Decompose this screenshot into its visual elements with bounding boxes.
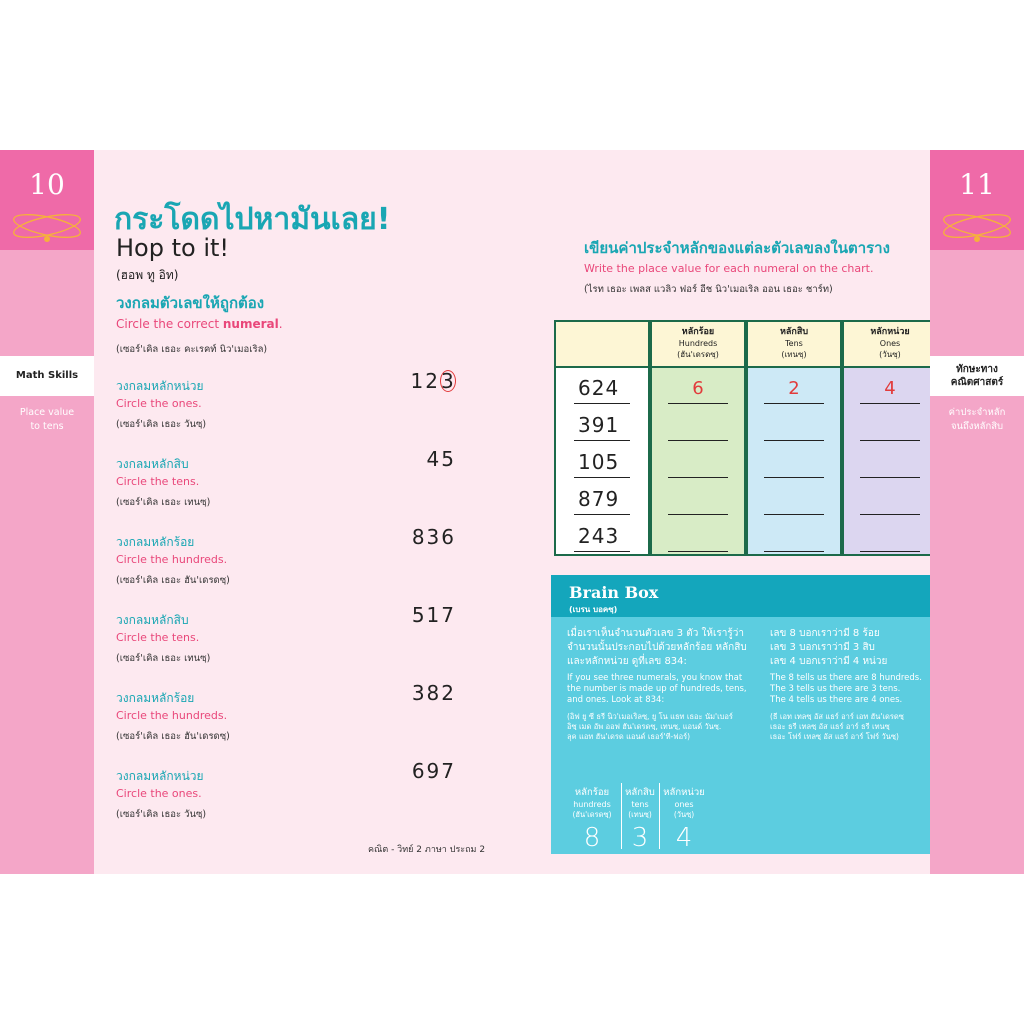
answer-blank[interactable] <box>668 477 728 478</box>
topic-label: ค่าประจำหลัก จนถึงหลักสิบ <box>948 407 1006 432</box>
atom-orbit-icon <box>10 206 84 246</box>
answer-blank[interactable] <box>860 403 920 404</box>
header-tens: หลักสิบ Tens (เทนซฺ) <box>746 320 842 368</box>
exercise-number[interactable]: 45 <box>426 447 456 471</box>
number-underline <box>574 440 630 441</box>
answer-digit: 6 <box>692 378 704 399</box>
left-page <box>94 150 512 874</box>
answer-blank[interactable] <box>668 403 728 404</box>
chart-corner-cell <box>554 320 650 368</box>
instruction-english: Write the place value for each numeral on the chart. <box>584 262 874 275</box>
page-number-band <box>930 150 1024 250</box>
answer-blank[interactable] <box>860 477 920 478</box>
right-page <box>512 150 930 874</box>
circled-digit: 3 <box>441 369 456 393</box>
chart-number: 624 <box>578 376 620 400</box>
answer-blank[interactable] <box>668 440 728 441</box>
right-side-strip <box>930 150 1024 874</box>
page-title-thai: กระโดดไปหามันเลย! <box>114 202 391 237</box>
brain-box-pronunciation: (เบรน บอคซฺ) <box>569 605 618 614</box>
answer-digit: 2 <box>788 378 800 399</box>
brain-box-title: Brain Box <box>569 583 659 602</box>
instruction-english: Circle the correct numeral. <box>116 317 283 331</box>
instruction-thai: วงกลมตัวเลขให้ถูกต้อง <box>116 294 265 312</box>
page-title-english: Hop to it! <box>116 234 230 262</box>
page-footer: คณิต - วิทย์ 2 ภาษา ประถม 2 <box>368 845 486 855</box>
page-title-pronunciation: (ฮอพ ทู อิท) <box>116 268 179 282</box>
place-value-tens: หลักสิบ tens (เทนซฺ) 3 <box>623 785 657 853</box>
atom-orbit-icon <box>940 206 1014 246</box>
exercise-item: วงกลมหลักร้อย Circle the hundreds. (เซอร์'เคิล เธอะ ฮัน'เดรดซฺ) 836 <box>116 525 456 586</box>
number-underline <box>574 403 630 404</box>
exercise-number[interactable]: 382 <box>411 681 456 705</box>
brain-box-header <box>551 575 930 617</box>
page-number-band <box>0 150 94 250</box>
skill-band: ทักษะทาง คณิตศาสตร์ <box>930 356 1024 396</box>
answer-digit: 4 <box>884 378 896 399</box>
divider <box>621 783 622 849</box>
place-value-hundreds: หลักร้อย hundreds (ฮัน'เดรดซฺ) 8 <box>565 785 619 853</box>
exercise-item: วงกลมหลักสิบ Circle the tens. (เซอร์'เคิล เธอะ เทนซฺ) 45 <box>116 447 456 508</box>
answer-blank[interactable] <box>668 551 728 552</box>
answer-blank[interactable] <box>764 403 824 404</box>
answer-blank[interactable] <box>860 514 920 515</box>
answer-blank[interactable] <box>764 477 824 478</box>
answer-blank[interactable] <box>764 551 824 552</box>
chart-number: 879 <box>578 487 620 511</box>
exercise-number[interactable]: 123 <box>410 369 456 393</box>
answer-blank[interactable] <box>764 440 824 441</box>
number-underline <box>574 477 630 478</box>
number-underline <box>574 551 630 552</box>
instruction-thai: เขียนค่าประจำหลักของแต่ละตัวเลขลงในตาราง <box>584 239 890 257</box>
answer-blank[interactable] <box>860 551 920 552</box>
chart-number: 391 <box>578 413 620 437</box>
place-value-ones: หลักหน่วย ones (วันซฺ) 4 <box>661 785 707 853</box>
exercise-number[interactable]: 836 <box>411 525 456 549</box>
brain-box-left-column: เมื่อเราเห็นจำนวนตัวเลข 3 ตัว ให้เรารู้ว่า จำนวนนั้นประกอบไปด้วยหลักร้อย หลักสิบ และหลักหน่วย ดูที่เลข 834: If you see three numerals, you know that the number is made up of hundreds, tens, and ones. Look at 834: (อิฟ ยู ซี ธรี นิว'เมอเริลซฺ, ยู โน แธท เธอะ นัม'เบอร์ อิซฺ เมด อัพ ออฟ ฮัน'เดรดซฺ, เทนซฺ, แอนด์ วันซฺ. ลุค แอท ฮัน'เดรด แอนด์ เธอร์'ที-ฟอร์) <box>567 628 747 741</box>
book-spread <box>0 150 1024 874</box>
left-side-strip <box>0 150 94 874</box>
digit: 3 <box>631 823 649 853</box>
skill-band: Math Skills <box>0 356 94 396</box>
digit: 8 <box>583 823 601 853</box>
chart-number: 105 <box>578 450 620 474</box>
digit: 4 <box>675 823 693 853</box>
divider <box>659 783 660 849</box>
header-ones: หลักหน่วย Ones (วันซฺ) <box>842 320 938 368</box>
brain-box-right-column: เลข 8 บอกเราว่ามี 8 ร้อย เลข 3 บอกเราว่ามี 3 สิบ เลข 4 บอกเราว่ามี 4 หน่วย The 8 tells us there are 8 hundreds. The 3 tells us there are 3 tens. The 4 tells us there are 4 ones. (ธี เอท เทลซฺ อัส แธร์ อาร์ เอท ฮัน'เดรดซฺ เธอะ ธรี เทลซฺ อัส แธร์ อาร์ ธรี เทนซฺ เธอะ โฟร์ เทลซฺ อัส แธร์ อาร์ โฟร์ วันซฺ) <box>770 628 922 741</box>
instruction-pronunciation: (เซอร์'เคิล เธอะ คะเรคท์ นิว'เมอเริล) <box>116 344 268 355</box>
answer-blank[interactable] <box>668 514 728 515</box>
page-number: 10 <box>29 168 65 201</box>
place-value-chart <box>554 320 940 556</box>
exercise-number[interactable]: 517 <box>411 603 456 627</box>
exercise-item: วงกลมหลักสิบ Circle the tens. (เซอร์'เคิล เธอะ เทนซฺ) 517 <box>116 603 456 664</box>
exercise-item: วงกลมหลักหน่วย Circle the ones. (เซอร์'เคิล เธอะ วันซฺ) 697 <box>116 759 456 820</box>
page-number: 11 <box>959 168 995 201</box>
exercise-number[interactable]: 697 <box>411 759 456 783</box>
exercise-item: วงกลมหลักร้อย Circle the hundreds. (เซอร์'เคิล เธอะ ฮัน'เดรดซฺ) 382 <box>116 681 456 742</box>
number-underline <box>574 514 630 515</box>
answer-blank[interactable] <box>860 440 920 441</box>
header-hundreds: หลักร้อย Hundreds (ฮัน'เดรดซฺ) <box>650 320 746 368</box>
exercise-item: วงกลมหลักหน่วย Circle the ones. (เซอร์'เคิล เธอะ วันซฺ) 123 <box>116 369 456 430</box>
topic-label: Place value to tens <box>19 407 75 432</box>
chart-number: 243 <box>578 524 620 548</box>
brain-box <box>551 575 930 854</box>
answer-blank[interactable] <box>764 514 824 515</box>
instruction-pronunciation: (ไรท เธอะ เพลส แวลิว ฟอร์ อีช นิว'เมอเริล ออน เธอะ ชาร์ท) <box>584 284 833 295</box>
